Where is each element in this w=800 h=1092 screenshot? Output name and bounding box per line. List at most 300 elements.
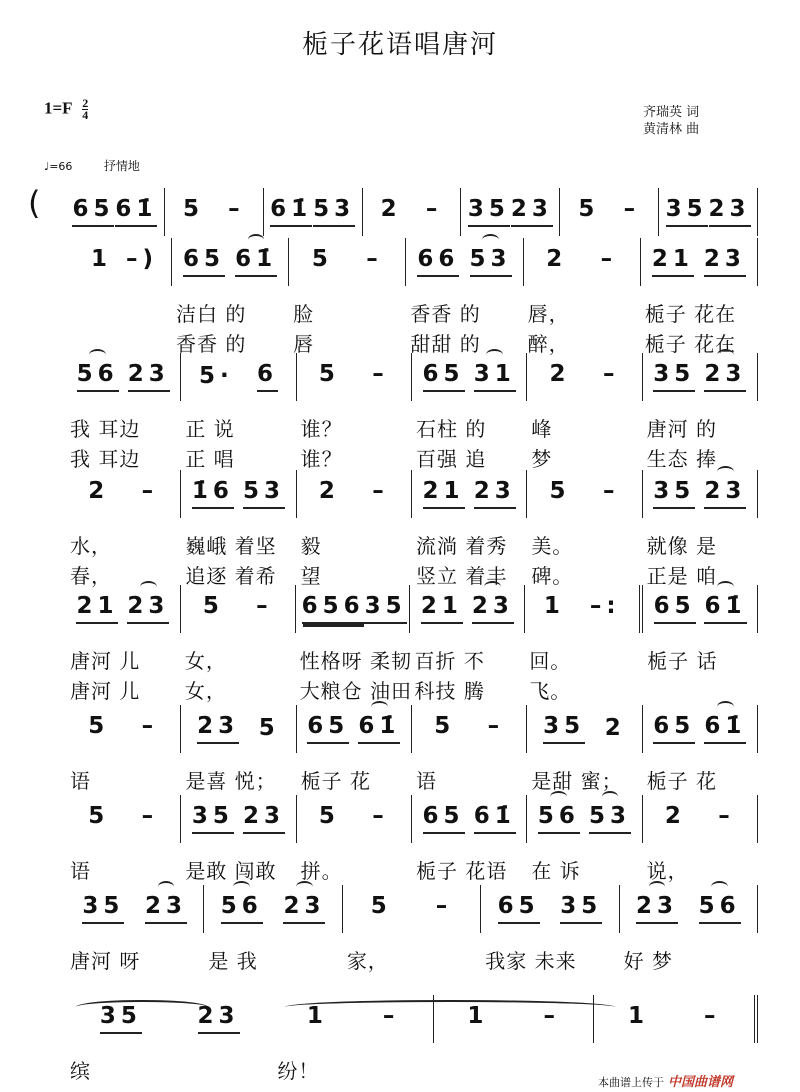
note-text: – xyxy=(256,593,273,619)
dash-note xyxy=(142,713,159,742)
note-text: – xyxy=(703,1003,721,1029)
note-text: 23 xyxy=(708,196,751,222)
slur xyxy=(486,349,503,361)
notes xyxy=(181,593,295,622)
note-text: – xyxy=(382,1003,400,1029)
note-text: 65 xyxy=(422,803,465,829)
note-group xyxy=(192,478,234,509)
note-text: 2 xyxy=(549,361,571,387)
note-text: 23 xyxy=(127,593,170,619)
note-group xyxy=(371,893,392,922)
dash-note xyxy=(256,593,273,622)
lyric-verse-1: 脸 xyxy=(293,302,315,326)
notes xyxy=(643,713,757,744)
lyric-verse-1: 拼。 xyxy=(300,859,343,883)
dash-note xyxy=(704,1003,721,1032)
note-text: 23 xyxy=(243,803,286,829)
note-group xyxy=(128,361,170,392)
note-group xyxy=(319,803,340,832)
note-group xyxy=(704,361,746,392)
notes xyxy=(527,478,641,507)
notes xyxy=(410,593,524,624)
lyric-verse-1: 缤 xyxy=(70,1059,91,1083)
note-group xyxy=(88,803,109,832)
note-text: 53 xyxy=(589,803,632,829)
note-group xyxy=(709,196,751,227)
measure xyxy=(643,705,758,793)
note-group xyxy=(544,593,565,622)
notes xyxy=(363,196,461,225)
note-group xyxy=(704,478,746,509)
measure xyxy=(525,585,643,703)
lyric-verse-1: 石柱 的 xyxy=(415,417,487,441)
note-text: 5 xyxy=(182,196,204,222)
note-text: 35 xyxy=(82,893,125,919)
notes xyxy=(66,593,180,624)
note-text: 21 xyxy=(76,593,119,619)
tempo-value: ♩=66 xyxy=(44,160,73,173)
measure xyxy=(66,188,165,236)
note-text: 65 xyxy=(422,361,465,387)
note-text: 65 xyxy=(497,893,540,919)
note-text: 61̇ xyxy=(270,196,313,222)
note-group xyxy=(257,361,278,392)
lyric-verse-1: 唐河 儿 xyxy=(70,649,141,673)
system-row xyxy=(66,795,758,883)
notes xyxy=(643,361,757,392)
lyric-verse-1: 语 xyxy=(415,769,437,793)
note-text: 21 xyxy=(651,246,694,272)
time-numerator: 2 xyxy=(82,96,89,110)
footer-text: 本曲谱上传于 xyxy=(598,1076,664,1089)
measure xyxy=(165,188,264,236)
note-text: 53 xyxy=(313,196,356,222)
slur xyxy=(285,1000,615,1014)
dash-note xyxy=(142,478,159,507)
note-group xyxy=(654,593,696,624)
measure xyxy=(289,238,406,356)
note-text: 56 xyxy=(698,893,741,919)
note-text: 5· xyxy=(198,363,234,389)
lyric-verse-2: 碑。 xyxy=(531,564,574,588)
lyric-verse-1: 正 说 xyxy=(185,417,235,441)
lyric-verse-1: 唇， xyxy=(527,302,570,326)
lyric-verse-1: 我家 未来 xyxy=(485,949,577,973)
measure xyxy=(643,795,758,883)
note-group xyxy=(183,196,204,225)
note-text: 56 xyxy=(76,361,119,387)
note-group xyxy=(578,196,599,225)
notes xyxy=(641,246,757,277)
note-text: 35 xyxy=(364,593,407,619)
note-text: 35 xyxy=(467,196,510,222)
note-text: 35 xyxy=(665,196,708,222)
notes xyxy=(525,593,639,622)
note-text: 5 xyxy=(88,803,110,829)
note-group xyxy=(91,246,112,275)
notes xyxy=(643,803,757,832)
dash-note xyxy=(126,246,158,275)
system-row xyxy=(66,585,758,703)
lyric-verse-2: 谁？ xyxy=(300,447,343,471)
notes xyxy=(66,803,180,832)
note-text: 23 xyxy=(473,478,516,504)
note-group xyxy=(203,593,224,622)
note-text: 56 xyxy=(220,893,263,919)
notes xyxy=(527,361,641,390)
lyric-verse-2: 正 唱 xyxy=(185,447,235,471)
measure xyxy=(66,885,204,973)
note-group xyxy=(270,196,312,227)
measure xyxy=(172,238,289,356)
note-group xyxy=(498,893,540,924)
note-group xyxy=(423,361,465,392)
note-group xyxy=(417,246,459,277)
notes xyxy=(66,713,180,742)
slur xyxy=(482,234,499,246)
system-row xyxy=(66,470,758,588)
lyric-verse-1: 洁白 的 xyxy=(175,302,247,326)
note-group xyxy=(474,478,516,509)
note-text: – xyxy=(600,246,618,272)
measure xyxy=(412,470,527,588)
lyric-verse-1: 谁？ xyxy=(300,417,343,441)
lyric-verse-1: 美。 xyxy=(531,534,574,558)
measure xyxy=(181,585,296,703)
lyric-verse-2: 望 xyxy=(300,564,322,588)
slur xyxy=(484,581,501,593)
note-text: 35 xyxy=(653,478,696,504)
note-group xyxy=(235,246,277,277)
note-group xyxy=(319,478,340,507)
note-group xyxy=(421,593,463,624)
slur xyxy=(717,349,734,361)
note-group xyxy=(307,713,349,744)
note-text: – xyxy=(141,713,159,739)
measure xyxy=(66,795,181,883)
note-text: 35 xyxy=(99,1003,142,1029)
note-group xyxy=(628,1003,649,1032)
notes xyxy=(659,196,757,227)
note-text: 2 xyxy=(88,478,110,504)
note-text: – xyxy=(141,803,159,829)
note-group xyxy=(319,361,340,390)
note-text: 23 xyxy=(510,196,553,222)
measure xyxy=(66,705,181,793)
note-group xyxy=(283,893,325,924)
time-signature xyxy=(82,98,88,121)
notes xyxy=(181,803,295,834)
measure xyxy=(297,705,412,793)
note-text: 23 xyxy=(197,713,240,739)
lyric-verse-2: 竖立 着丰 xyxy=(415,564,508,588)
dash-note xyxy=(372,803,389,832)
notes xyxy=(527,713,641,744)
notes xyxy=(412,361,526,392)
notes xyxy=(165,196,263,225)
note-text: 56 xyxy=(537,803,580,829)
slur xyxy=(717,581,734,593)
note-group xyxy=(653,713,695,744)
measure xyxy=(412,795,527,883)
note-text: – xyxy=(366,246,383,272)
lyric-verse-1: 唐河 呀 xyxy=(70,949,141,973)
lyric-verse-2: 唇 xyxy=(293,332,315,356)
note-group xyxy=(82,893,124,924)
lyric-verse-2: 女， xyxy=(184,679,227,703)
lyric-verse-1: 栀子 花 xyxy=(646,769,717,793)
note-text: 61̇ xyxy=(704,713,747,739)
dash-note xyxy=(372,478,389,507)
note-group xyxy=(381,196,402,225)
measure xyxy=(343,885,481,973)
slur xyxy=(371,701,388,713)
slur xyxy=(248,234,265,246)
system-row xyxy=(66,705,758,793)
note-text: – xyxy=(487,713,505,739)
slur xyxy=(717,701,734,713)
note-text: 61̇ xyxy=(115,196,158,222)
dash-note xyxy=(142,803,159,832)
note-text: 61̇ xyxy=(704,593,747,619)
note-group xyxy=(312,246,333,275)
note-text: 35 xyxy=(543,713,586,739)
notes xyxy=(204,893,341,924)
notes xyxy=(66,361,180,392)
lyric-verse-1: 栀子 花在 xyxy=(644,302,737,326)
notes xyxy=(297,361,411,390)
system-row xyxy=(66,188,758,236)
lyric-verse-1: 好 梦 xyxy=(623,949,673,973)
intro-open-paren: ( xyxy=(28,184,41,222)
measure xyxy=(181,705,296,793)
measure xyxy=(527,470,642,588)
note-text: –) xyxy=(125,246,158,272)
note-text: – xyxy=(543,1003,560,1029)
notes xyxy=(406,246,522,277)
note-text: 656 xyxy=(301,593,365,619)
note-text: – xyxy=(602,361,620,387)
note-text: – xyxy=(141,478,159,504)
measure xyxy=(620,885,758,973)
system-row xyxy=(66,885,758,973)
note-group xyxy=(88,478,109,507)
note-text: 23 xyxy=(127,361,170,387)
note-text: – xyxy=(425,196,443,222)
note-text: 21 xyxy=(420,593,463,619)
slur xyxy=(711,881,728,893)
note-text: 5 xyxy=(88,713,110,739)
site-logo: 中国曲谱网 xyxy=(668,1075,734,1090)
note-group xyxy=(358,713,400,744)
note-group xyxy=(666,196,708,227)
note-group xyxy=(470,246,512,277)
key-text: 1=F xyxy=(44,98,72,118)
system-row xyxy=(78,238,758,356)
note-text: 66 xyxy=(417,246,460,272)
dash-note xyxy=(601,246,618,275)
lyric-verse-2: 醉， xyxy=(527,332,570,356)
notes xyxy=(181,361,295,392)
lyric-verse-1: 家， xyxy=(346,949,389,973)
note-text: 5 xyxy=(202,593,224,619)
note-group xyxy=(605,715,626,744)
note-group xyxy=(704,593,746,624)
note-group xyxy=(183,246,225,277)
note-group xyxy=(704,713,746,744)
note-group xyxy=(192,803,234,834)
dash-note xyxy=(603,361,620,390)
note-group xyxy=(653,478,695,509)
lyric-verse-1: 是 我 xyxy=(208,949,258,973)
note-text: 31 xyxy=(473,361,516,387)
slur xyxy=(140,581,157,593)
note-group xyxy=(302,593,365,624)
measure xyxy=(78,238,172,286)
notes xyxy=(524,246,640,275)
slur xyxy=(602,791,619,803)
measure xyxy=(412,705,527,793)
note-group xyxy=(636,893,678,924)
slur xyxy=(89,349,106,361)
lyric-verse-2: 大粮仓 油田 xyxy=(299,679,413,703)
note-text: 23 xyxy=(197,1003,240,1029)
note-group xyxy=(197,713,239,744)
measure xyxy=(527,795,642,883)
measure xyxy=(524,238,641,356)
lyric-verse-1: 流淌 着秀 xyxy=(415,534,508,558)
notes xyxy=(297,478,411,507)
notes xyxy=(181,478,295,509)
key-signature xyxy=(44,98,88,121)
notes xyxy=(66,478,180,507)
note-text: – xyxy=(228,196,245,222)
footer xyxy=(598,1071,733,1090)
note-text: 5 xyxy=(370,893,392,919)
note-text: 53 xyxy=(243,478,286,504)
note-group xyxy=(511,196,553,227)
lyric-verse-2: 科技 腾 xyxy=(414,679,485,703)
notes xyxy=(264,196,362,227)
notes xyxy=(412,803,526,834)
lyric-verse-1: 纷！ xyxy=(277,1059,320,1083)
note-group xyxy=(221,893,263,924)
lyric-verse-1: 语 xyxy=(70,859,91,883)
lyric-verse-1: 栀子 话 xyxy=(647,649,718,673)
lyric-verse-2: 梦 xyxy=(531,447,553,471)
lyric-verse-1: 我 耳边 xyxy=(70,417,141,441)
lyric-verse-1: 语 xyxy=(70,769,91,793)
note-text: 2 xyxy=(664,803,686,829)
notes xyxy=(594,1003,754,1032)
notes xyxy=(296,593,410,624)
measure xyxy=(659,188,758,236)
lyric-verse-1: 唐河 的 xyxy=(646,417,717,441)
measure xyxy=(643,353,758,471)
song-title: 栀子花语唱唐河 xyxy=(301,30,498,60)
lyric-verse-1: 女， xyxy=(184,649,227,673)
note-text: – xyxy=(718,803,735,829)
note-group xyxy=(243,803,285,834)
note-text: 61̇ xyxy=(473,803,516,829)
measure xyxy=(181,795,296,883)
note-group xyxy=(434,713,455,742)
note-group xyxy=(243,478,285,509)
notes xyxy=(643,593,757,624)
note-group xyxy=(72,196,114,227)
slur xyxy=(158,881,175,893)
note-group xyxy=(543,713,585,744)
lyric-verse-1: 回。 xyxy=(529,649,572,673)
measure xyxy=(297,353,412,471)
note-text: 5 xyxy=(311,246,333,272)
note-group xyxy=(474,361,516,392)
notes xyxy=(289,246,405,275)
note-group xyxy=(699,893,741,924)
slur xyxy=(233,881,250,893)
note-text: 23 xyxy=(635,893,678,919)
note-text: 1 xyxy=(467,1003,489,1029)
slur xyxy=(76,1000,208,1014)
note-text: 5 xyxy=(434,713,456,739)
dash-note xyxy=(590,593,621,622)
measure xyxy=(406,238,523,356)
lyric-verse-2: 飞。 xyxy=(529,679,572,703)
measure xyxy=(181,353,296,471)
notes xyxy=(412,478,526,509)
note-text: 23 xyxy=(283,893,326,919)
measure xyxy=(181,470,296,588)
note-text: 65 xyxy=(183,246,226,272)
lyric-verse-1: 峰 xyxy=(531,417,553,441)
expression-marking: 抒情地 xyxy=(103,159,140,173)
lyric-verse-2: 我 耳边 xyxy=(70,447,141,471)
tempo-marking xyxy=(44,157,140,174)
lyric-verse-1: 在 诉 xyxy=(531,859,581,883)
note-group xyxy=(653,361,695,392)
note-group xyxy=(77,361,119,392)
measure xyxy=(66,585,181,703)
note-group xyxy=(474,803,516,834)
note-group xyxy=(652,246,694,277)
lyric-verse-1: 性格呀 柔韧 xyxy=(299,649,413,673)
dash-note xyxy=(366,246,383,275)
measure xyxy=(412,353,527,471)
note-text: – xyxy=(435,893,453,919)
note-group xyxy=(538,803,580,834)
note-text: 1̇6 xyxy=(191,478,234,504)
lyricist: 齐瑞英 词 xyxy=(643,105,700,120)
measure xyxy=(66,470,181,588)
measure xyxy=(641,238,758,356)
note-text: 2 xyxy=(380,196,402,222)
system-row xyxy=(66,353,758,471)
slur xyxy=(717,466,734,478)
measure xyxy=(594,995,758,1043)
note-text: 5 xyxy=(578,196,600,222)
note-text: – xyxy=(372,478,389,504)
note-text: 35 xyxy=(653,361,696,387)
note-group xyxy=(423,478,465,509)
note-text: 5 xyxy=(549,478,571,504)
note-group xyxy=(76,593,118,624)
measure xyxy=(461,188,560,236)
note-text: – xyxy=(602,478,620,504)
notes xyxy=(297,713,411,744)
slur xyxy=(550,791,567,803)
lyric-verse-2: 百强 追 xyxy=(415,447,487,471)
note-text: 23 xyxy=(704,361,747,387)
